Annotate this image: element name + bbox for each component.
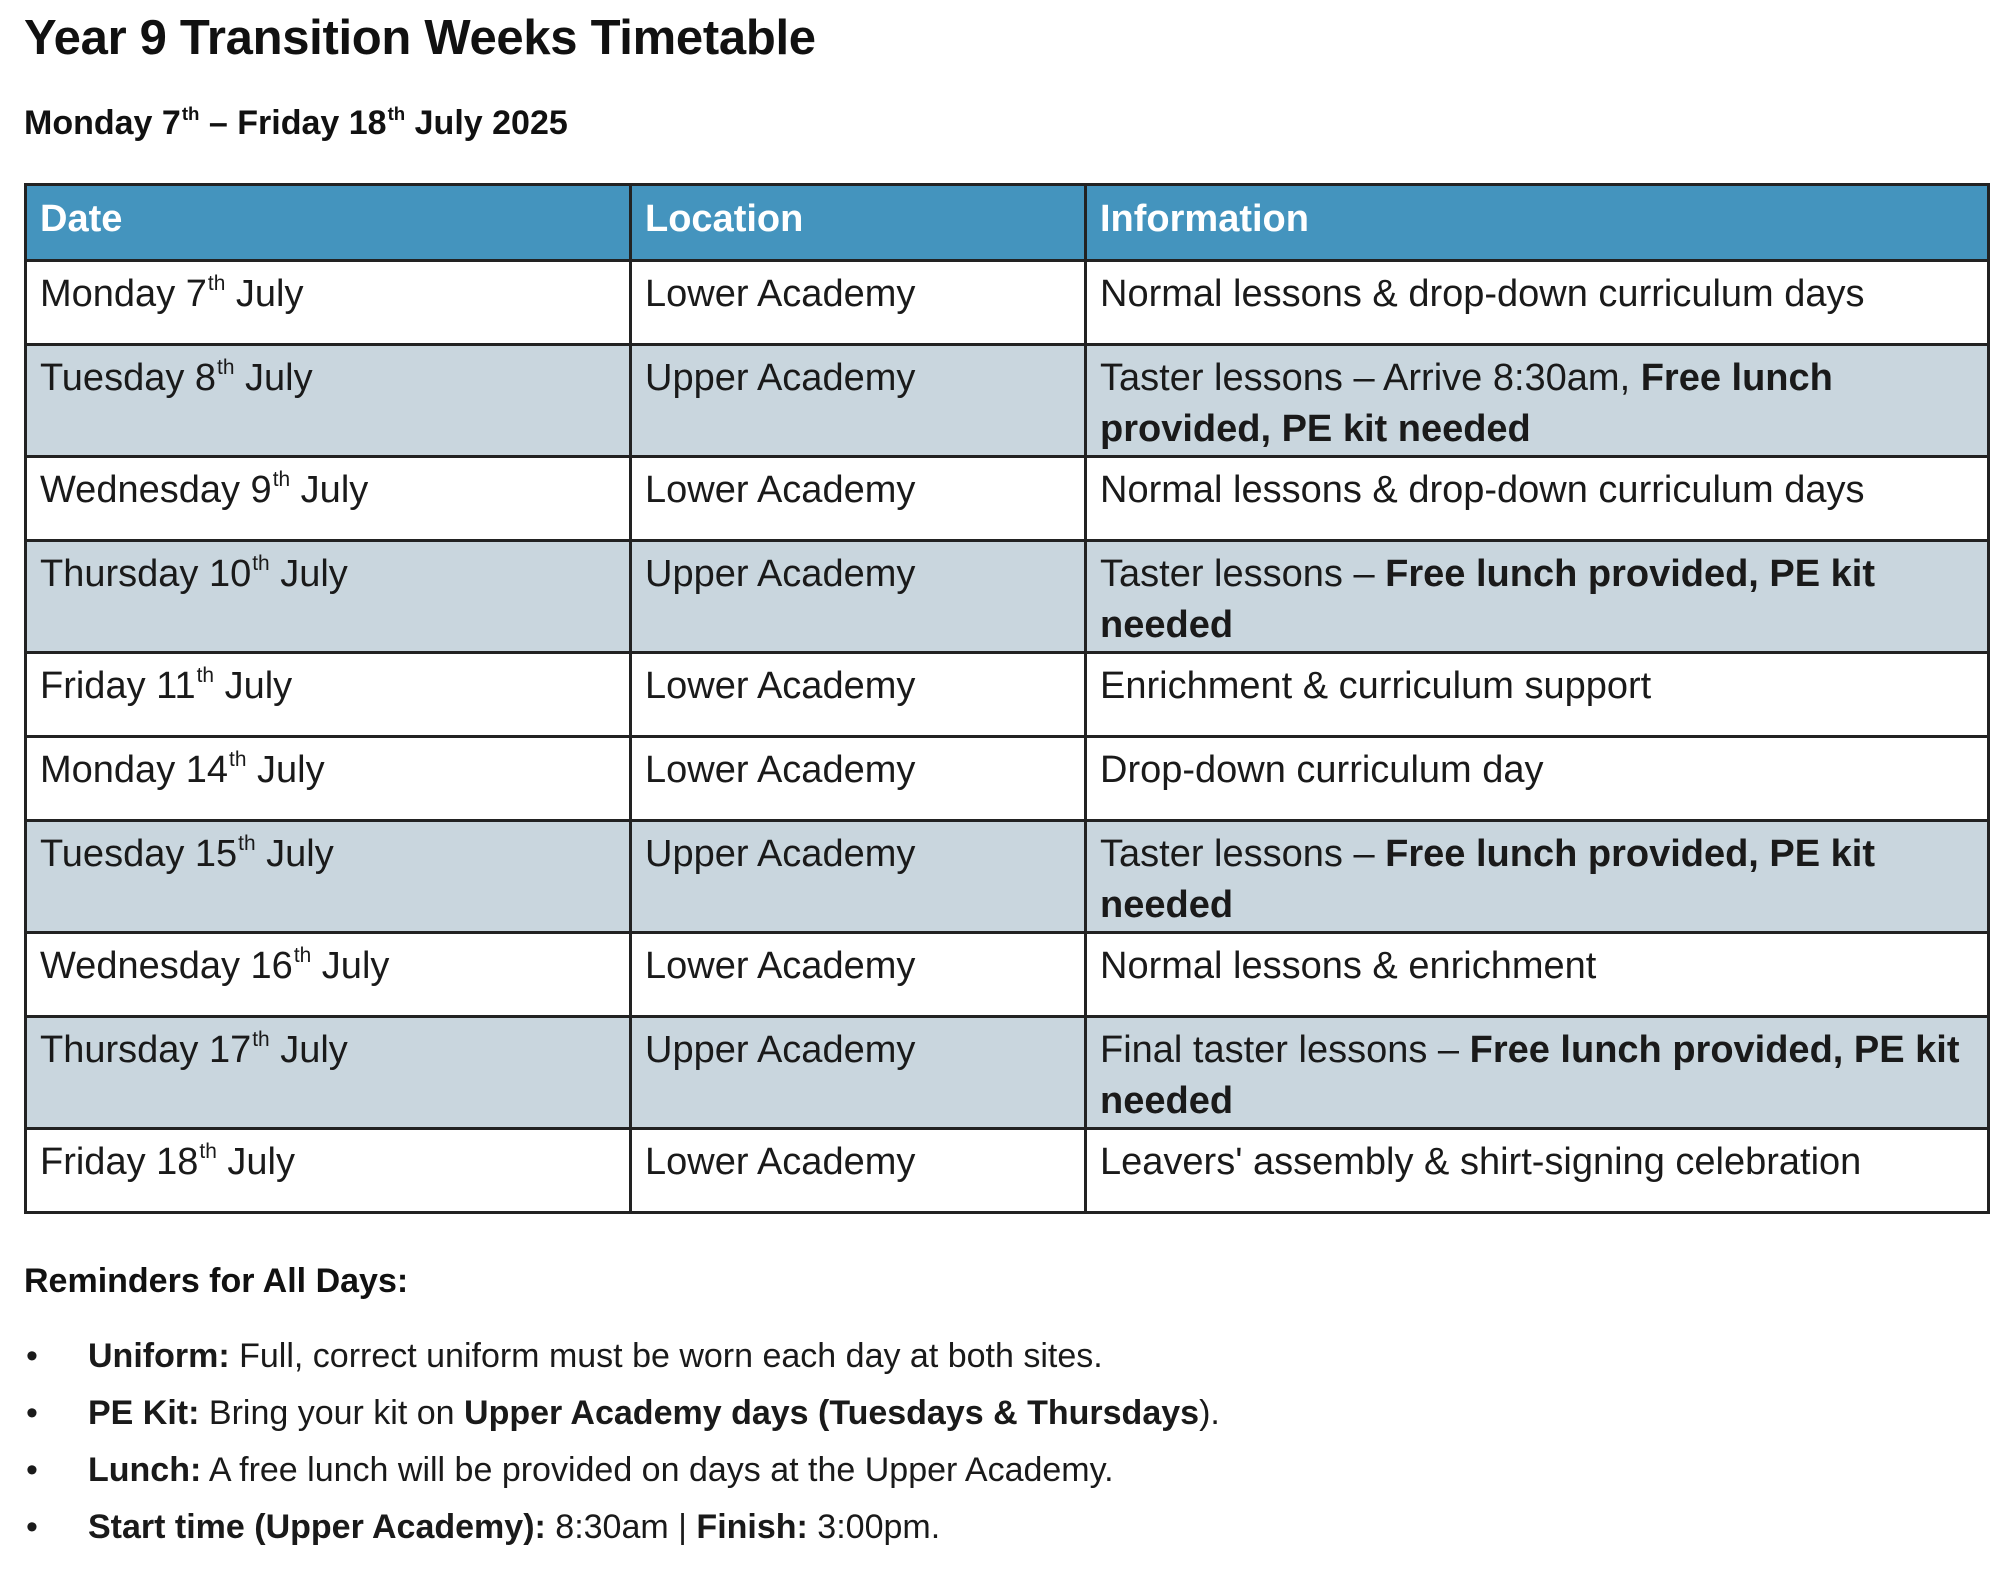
subtitle-start: Monday 7 [24,104,181,142]
reminder-text: A free lunch will be provided on days at the Upper Academy. [201,1451,1114,1489]
date-month: July [216,1141,295,1183]
location-cell: Lower Academy [631,933,1086,1017]
location-cell: Lower Academy [631,261,1086,345]
information-cell [1086,457,1989,541]
table-row [26,345,1989,457]
reminder-text: 8:30am | [545,1508,697,1546]
date-cell [26,261,631,345]
information-bold-text: Free lunch provided, PE kit needed [1100,357,1833,450]
column-header-information: Information [1086,185,1989,261]
date-month: July [234,357,313,399]
table-row [26,1017,1989,1129]
page-title: Year 9 Transition Weeks Timetable [24,11,816,65]
information-bold-text: Free lunch provided, PE kit needed [1100,553,1876,646]
information-text: Final taster lessons – [1100,1029,1470,1071]
reminder-label: Lunch: [88,1451,202,1489]
timetable-table [24,183,1990,1214]
date-cell [26,653,631,737]
table-row [26,737,1989,821]
reminder-text: ). [1199,1394,1220,1432]
information-text: Normal lessons & drop-down curriculum days [1100,273,1865,315]
date-suffix: th [293,944,312,968]
date-suffix: th [199,1140,217,1164]
date-text: Monday 7 [40,273,207,315]
bullet-icon: • [26,1394,38,1432]
date-text: Monday 14 [40,749,229,791]
date-month: July [225,273,304,315]
information-cell [1086,933,1989,1017]
table-header-row [26,185,1989,261]
reminder-item [24,1499,1524,1556]
table-row [26,261,1989,345]
location-cell: Upper Academy [631,541,1086,653]
date-suffix: th [229,748,247,772]
date-suffix: th [217,356,235,380]
date-text: Wednesday 9 [40,469,272,511]
reminder-text: Full, correct uniform must be worn each day at both sites. [229,1337,1103,1375]
subtitle-start-suffix: th [181,102,200,124]
date-cell [26,821,631,933]
bullet-icon: • [26,1451,38,1489]
date-cell [26,1129,631,1213]
information-cell [1086,261,1989,345]
date-text: Friday 11 [40,665,196,707]
table-row [26,933,1989,1017]
date-text: Tuesday 15 [40,833,238,875]
column-header-date: Date [26,185,631,261]
date-cell [26,345,631,457]
reminder-label: Uniform: [88,1337,230,1375]
information-text: Normal lessons & enrichment [1100,945,1597,987]
date-text: Tuesday 8 [40,357,217,399]
table-row [26,541,1989,653]
date-cell [26,457,631,541]
reminder-item [24,1442,1524,1499]
reminder-text: 3:00pm. [807,1508,941,1546]
bullet-icon: • [26,1337,38,1375]
information-text: Leavers' assembly & shirt-signing celebration [1100,1141,1862,1183]
information-text: Taster lessons – Arrive 8:30am, [1100,357,1641,399]
reminder-text: Bring your kit on [199,1394,465,1432]
date-suffix: th [252,1028,270,1052]
reminder-label: Finish: [696,1508,808,1546]
date-suffix: th [252,552,270,576]
information-cell [1086,345,1989,457]
date-suffix: th [238,832,256,856]
date-month: July [214,665,293,707]
location-cell: Upper Academy [631,345,1086,457]
date-cell [26,933,631,1017]
subtitle-end-suffix: th [387,102,406,124]
date-suffix: th [272,468,291,492]
location-cell: Upper Academy [631,821,1086,933]
reminder-item [24,1328,1524,1385]
reminder-label: Start time (Upper Academy): [88,1508,546,1546]
date-month: July [255,833,334,875]
information-cell [1086,821,1989,933]
date-text: Thursday 10 [40,553,252,595]
information-cell [1086,1129,1989,1213]
date-suffix: th [196,664,215,688]
date-text: Friday 18 [40,1141,199,1183]
information-text: Drop-down curriculum day [1100,749,1544,791]
date-month: July [269,1029,348,1071]
table-row [26,1129,1989,1213]
information-text: Taster lessons – [1100,553,1386,595]
date-month: July [246,749,325,791]
column-header-location: Location [631,185,1086,261]
information-cell [1086,653,1989,737]
table-body [26,261,1989,1213]
information-bold-text: Free lunch provided, PE kit needed [1100,833,1876,926]
reminder-label: Upper Academy days (Tuesdays & Thursdays [464,1394,1200,1432]
date-range-subtitle [24,104,568,143]
subtitle-end: July 2025 [405,104,568,142]
date-cell [26,541,631,653]
subtitle-mid: – Friday 18 [199,104,387,142]
information-text: Enrichment & curriculum support [1100,665,1652,707]
information-bold-text: Free lunch provided, PE kit needed [1100,1029,1960,1122]
location-cell: Lower Academy [631,737,1086,821]
reminder-item [24,1385,1524,1442]
location-cell: Upper Academy [631,1017,1086,1129]
reminders-heading: Reminders for All Days: [24,1262,409,1300]
location-cell: Lower Academy [631,653,1086,737]
date-suffix: th [207,272,226,296]
date-text: Thursday 17 [40,1029,252,1071]
date-text: Wednesday 16 [40,945,293,987]
table-row [26,821,1989,933]
information-text: Normal lessons & drop-down curriculum days [1100,469,1865,511]
table-row [26,457,1989,541]
date-month: July [269,553,348,595]
location-cell: Lower Academy [631,1129,1086,1213]
information-cell [1086,737,1989,821]
reminders-list [24,1328,1524,1556]
information-text: Taster lessons – [1100,833,1386,875]
date-month: July [311,945,390,987]
date-cell [26,737,631,821]
information-cell [1086,541,1989,653]
information-cell [1086,1017,1989,1129]
date-cell [26,1017,631,1129]
date-month: July [290,469,369,511]
location-cell: Lower Academy [631,457,1086,541]
bullet-icon: • [26,1508,38,1546]
table-row [26,653,1989,737]
reminder-label: PE Kit: [88,1394,200,1432]
